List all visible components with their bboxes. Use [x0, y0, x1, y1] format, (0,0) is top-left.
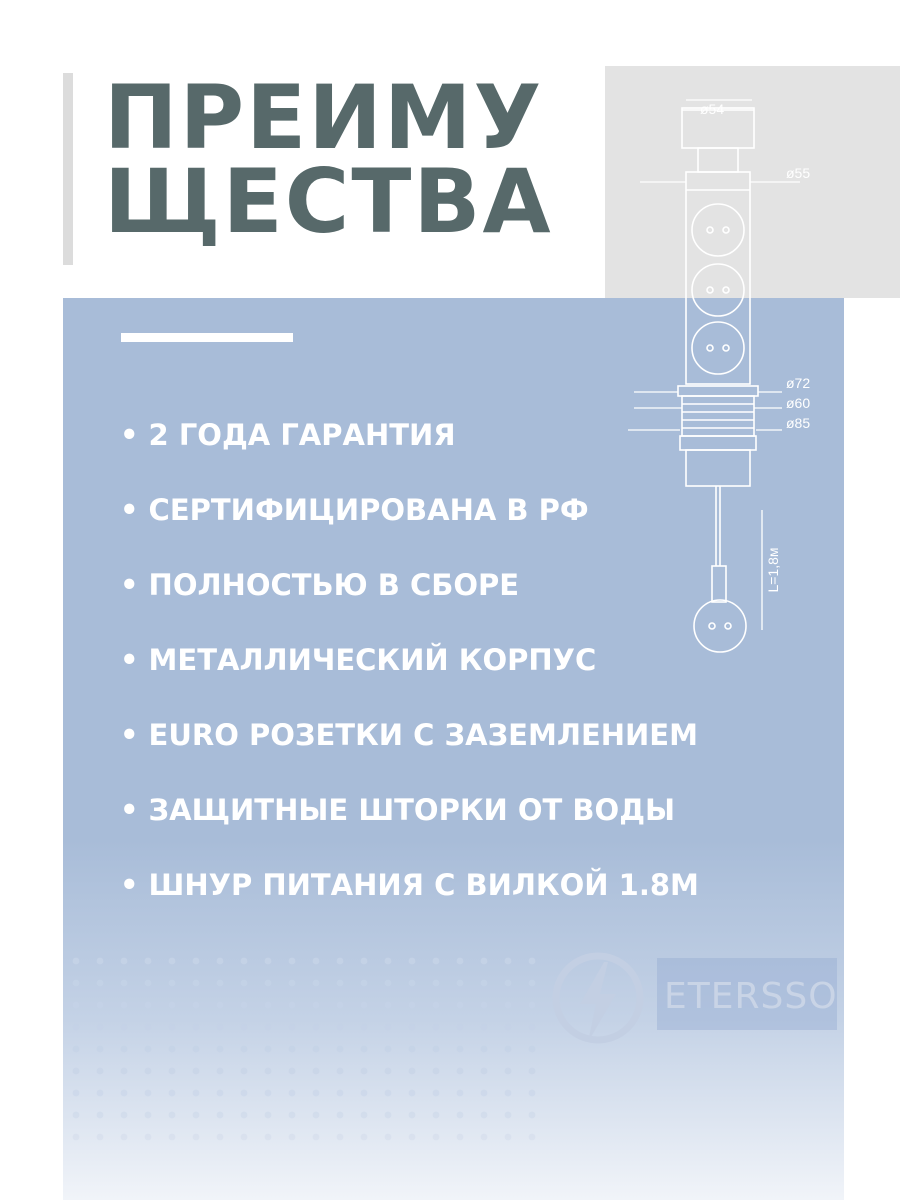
decorative-dot [433, 1002, 440, 1009]
diagram-socket-3 [692, 322, 744, 374]
decorative-dot [385, 1134, 392, 1141]
decorative-dot [265, 980, 272, 987]
diagram-ring [680, 436, 756, 450]
decorative-dot [313, 980, 320, 987]
decorative-dot-pattern [70, 955, 540, 1145]
decorative-dot [97, 1002, 104, 1009]
bullet-icon: • [120, 643, 139, 677]
decorative-dot [505, 1024, 512, 1031]
decorative-dot [505, 1090, 512, 1097]
decorative-dot [121, 1068, 128, 1075]
decorative-dot [289, 958, 296, 965]
decorative-dot [145, 1068, 152, 1075]
decorative-dot [289, 1068, 296, 1075]
decorative-dot [313, 958, 320, 965]
diagram-plug-handle [712, 566, 726, 602]
diagram-socket-2 [692, 264, 744, 316]
feature-text: ПОЛНОСТЬЮ В СБОРЕ [148, 568, 520, 602]
decorative-dot [313, 1090, 320, 1097]
decorative-dot [241, 1024, 248, 1031]
decorative-dot [313, 1068, 320, 1075]
decorative-dot [505, 1002, 512, 1009]
decorative-dot [169, 980, 176, 987]
decorative-dot [529, 1068, 536, 1075]
decorative-dot [361, 980, 368, 987]
bullet-icon: • [120, 418, 139, 452]
decorative-dot [457, 1112, 464, 1119]
decorative-dot [457, 980, 464, 987]
decorative-dot [241, 958, 248, 965]
decorative-dot [145, 958, 152, 965]
decorative-dot [73, 980, 80, 987]
decorative-dot [457, 1068, 464, 1075]
decorative-dot [529, 1024, 536, 1031]
decorative-dot [73, 1002, 80, 1009]
page-title [104, 66, 553, 253]
decorative-dot [265, 1112, 272, 1119]
decorative-dot [409, 1090, 416, 1097]
decorative-dot [73, 1112, 80, 1119]
bullet-icon: • [120, 493, 139, 527]
decorative-dot [193, 1024, 200, 1031]
decorative-dot [265, 1024, 272, 1031]
decorative-dot [433, 1112, 440, 1119]
decorative-dot [337, 980, 344, 987]
decorative-dot [481, 1090, 488, 1097]
decorative-dot [529, 1112, 536, 1119]
decorative-dot [457, 1046, 464, 1053]
decorative-dot [193, 1002, 200, 1009]
decorative-dot [457, 958, 464, 965]
decorative-dot [385, 1046, 392, 1053]
dimension-label-thread: ø60 [786, 395, 811, 411]
decorative-dot [529, 1046, 536, 1053]
bullet-icon: • [120, 568, 139, 602]
decorative-dot [361, 1134, 368, 1141]
decorative-dot [457, 1024, 464, 1031]
decorative-dot [505, 958, 512, 965]
decorative-dot [193, 1046, 200, 1053]
decorative-dot [193, 1090, 200, 1097]
decorative-dot [481, 1046, 488, 1053]
decorative-dot [265, 1002, 272, 1009]
decorative-dot [97, 1090, 104, 1097]
feature-item-assembled [120, 563, 699, 638]
dimension-label-flange: ø72 [786, 375, 811, 391]
decorative-dot [121, 1024, 128, 1031]
decorative-dot [145, 1002, 152, 1009]
decorative-dot [337, 1002, 344, 1009]
decorative-dot [313, 1024, 320, 1031]
decorative-dot [145, 980, 152, 987]
brand-logo [550, 950, 850, 1050]
decorative-dot [241, 1068, 248, 1075]
decorative-dot [505, 980, 512, 987]
decorative-dot [409, 1024, 416, 1031]
decorative-dot [289, 1112, 296, 1119]
decorative-dot [433, 958, 440, 965]
decorative-dot [505, 1046, 512, 1053]
decorative-dot [361, 1024, 368, 1031]
dimension-label-top: ø54 [700, 101, 725, 117]
decorative-dot [169, 958, 176, 965]
decorative-dot [265, 1046, 272, 1053]
decorative-dot [409, 1134, 416, 1141]
bullet-icon: • [120, 718, 139, 752]
decorative-dot [385, 980, 392, 987]
decorative-dot [169, 1068, 176, 1075]
decorative-dot [361, 1046, 368, 1053]
decorative-dot [97, 980, 104, 987]
decorative-dot [241, 1002, 248, 1009]
decorative-dot [529, 1002, 536, 1009]
decorative-dot [385, 1112, 392, 1119]
decorative-dot [337, 1068, 344, 1075]
decorative-dot [121, 1046, 128, 1053]
feature-text: EURO РОЗЕТКИ С ЗАЗЕМЛЕНИЕМ [148, 718, 698, 752]
decorative-dot [313, 1134, 320, 1141]
feature-item-power-cord [120, 863, 699, 938]
decorative-dot [97, 958, 104, 965]
decorative-dot [241, 1112, 248, 1119]
decorative-dot [97, 1024, 104, 1031]
decorative-dot [313, 1112, 320, 1119]
decorative-dot [193, 1068, 200, 1075]
decorative-dot [337, 1090, 344, 1097]
feature-item-water-shutters [120, 788, 699, 863]
decorative-dot [193, 1134, 200, 1141]
decorative-dot [73, 1090, 80, 1097]
decorative-dot [529, 958, 536, 965]
feature-item-warranty [120, 413, 699, 488]
decorative-dot [217, 1046, 224, 1053]
decorative-dot [289, 1002, 296, 1009]
decorative-dot [481, 1112, 488, 1119]
decorative-dot [217, 1068, 224, 1075]
decorative-dot [337, 1112, 344, 1119]
decorative-dot [433, 1068, 440, 1075]
decorative-dot [529, 1090, 536, 1097]
diagram-plug [694, 600, 746, 652]
feature-text: ЗАЩИТНЫЕ ШТОРКИ ОТ ВОДЫ [148, 793, 676, 827]
decorative-dot [337, 1024, 344, 1031]
title-divider [121, 333, 293, 342]
brand-name: ETERSSO [664, 976, 838, 1017]
decorative-dot [121, 1112, 128, 1119]
decorative-dot [169, 1090, 176, 1097]
decorative-dot [289, 1024, 296, 1031]
decorative-dot [433, 1090, 440, 1097]
decorative-dot [505, 1134, 512, 1141]
decorative-dot [97, 1068, 104, 1075]
decorative-dot [409, 980, 416, 987]
feature-text: МЕТАЛЛИЧЕСКИЙ КОРПУС [148, 643, 597, 677]
decorative-dot [457, 1090, 464, 1097]
decorative-dot [361, 1090, 368, 1097]
dimension-label-body: ø55 [786, 165, 811, 181]
decorative-dot [193, 958, 200, 965]
decorative-dot [385, 1002, 392, 1009]
decorative-dot [409, 1068, 416, 1075]
decorative-dot [313, 1046, 320, 1053]
page-title-line-2: ЩЕСТВА [104, 150, 553, 253]
feature-text: СЕРТИФИЦИРОВАНА В РФ [148, 493, 589, 527]
decorative-dot [481, 1002, 488, 1009]
decorative-dot [265, 958, 272, 965]
decorative-dot [241, 1134, 248, 1141]
decorative-dot [241, 980, 248, 987]
decorative-dot [361, 1002, 368, 1009]
feature-item-certified [120, 488, 699, 563]
decorative-dot [193, 1112, 200, 1119]
product-dimension-diagram [620, 90, 880, 660]
decorative-dot [457, 1134, 464, 1141]
decorative-dot [385, 1090, 392, 1097]
decorative-dot [385, 1024, 392, 1031]
feature-item-metal-body [120, 638, 699, 713]
decorative-dot [433, 980, 440, 987]
dimension-label-ring: ø85 [786, 415, 811, 431]
decorative-dot [481, 1068, 488, 1075]
decorative-dot [409, 958, 416, 965]
bullet-icon: • [120, 868, 139, 902]
decorative-dot [289, 1134, 296, 1141]
feature-text: 2 ГОДА ГАРАНТИЯ [148, 418, 456, 452]
decorative-dot [313, 1002, 320, 1009]
decorative-dot [121, 1002, 128, 1009]
decorative-dot [217, 958, 224, 965]
decorative-dot [289, 1046, 296, 1053]
feature-item-euro-sockets [120, 713, 699, 788]
decorative-dot [337, 1134, 344, 1141]
decorative-dot [433, 1134, 440, 1141]
page-title-line-1: ПРЕИМУ [104, 66, 544, 169]
decorative-dot [217, 1134, 224, 1141]
decorative-dot [169, 1134, 176, 1141]
decorative-dot [337, 1046, 344, 1053]
decorative-dot [169, 1024, 176, 1031]
decorative-dot [361, 1068, 368, 1075]
decorative-dot [73, 1024, 80, 1031]
decorative-dot [385, 958, 392, 965]
decorative-dot [409, 1002, 416, 1009]
decorative-dot [169, 1112, 176, 1119]
decorative-dot [97, 1134, 104, 1141]
decorative-dot [289, 980, 296, 987]
decorative-dot [361, 958, 368, 965]
decorative-dot [145, 1046, 152, 1053]
decorative-dot [265, 1090, 272, 1097]
decorative-dot [409, 1046, 416, 1053]
decorative-dot [457, 1002, 464, 1009]
decorative-dot [121, 980, 128, 987]
diagram-base [686, 450, 750, 486]
decorative-dot [217, 980, 224, 987]
decorative-dot [217, 1112, 224, 1119]
decorative-dot [73, 1134, 80, 1141]
decorative-dot [481, 958, 488, 965]
decorative-dot [361, 1112, 368, 1119]
diagram-thread [682, 396, 754, 436]
decorative-dot [481, 1024, 488, 1031]
decorative-dot [481, 980, 488, 987]
decorative-dot [169, 1046, 176, 1053]
decorative-dot [409, 1112, 416, 1119]
features-list [120, 413, 699, 938]
decorative-dot [433, 1046, 440, 1053]
decorative-dot [217, 1002, 224, 1009]
decorative-dot [121, 1090, 128, 1097]
decorative-dot [529, 1134, 536, 1141]
decorative-dot [73, 1046, 80, 1053]
decorative-dot [505, 1112, 512, 1119]
decorative-dot [145, 1090, 152, 1097]
decorative-dot [73, 1068, 80, 1075]
decorative-dot [121, 1134, 128, 1141]
decorative-dot [337, 958, 344, 965]
decorative-dot [145, 1024, 152, 1031]
decorative-dot [73, 958, 80, 965]
decorative-dot [385, 1068, 392, 1075]
diagram-flange [678, 386, 758, 396]
diagram-socket-1 [692, 204, 744, 256]
decorative-dot [241, 1090, 248, 1097]
decorative-dot [433, 1024, 440, 1031]
title-accent-bar [63, 73, 73, 265]
decorative-dot [145, 1134, 152, 1141]
decorative-dot [121, 958, 128, 965]
decorative-dot [217, 1024, 224, 1031]
decorative-dot [241, 1046, 248, 1053]
dimension-label-cable: L=1,8м [765, 547, 781, 593]
decorative-dot [481, 1134, 488, 1141]
decorative-dot [145, 1112, 152, 1119]
bullet-icon: • [120, 793, 139, 827]
decorative-dot [505, 1068, 512, 1075]
decorative-dot [169, 1002, 176, 1009]
decorative-dot [529, 980, 536, 987]
decorative-dot [97, 1046, 104, 1053]
decorative-dot [289, 1090, 296, 1097]
decorative-dot [193, 980, 200, 987]
decorative-dot [265, 1134, 272, 1141]
lightning-icon [550, 950, 650, 1050]
decorative-dot [97, 1112, 104, 1119]
diagram-neck [698, 148, 738, 172]
decorative-dot [217, 1090, 224, 1097]
decorative-dot [265, 1068, 272, 1075]
feature-text: ШНУР ПИТАНИЯ С ВИЛКОЙ 1.8М [148, 868, 699, 902]
